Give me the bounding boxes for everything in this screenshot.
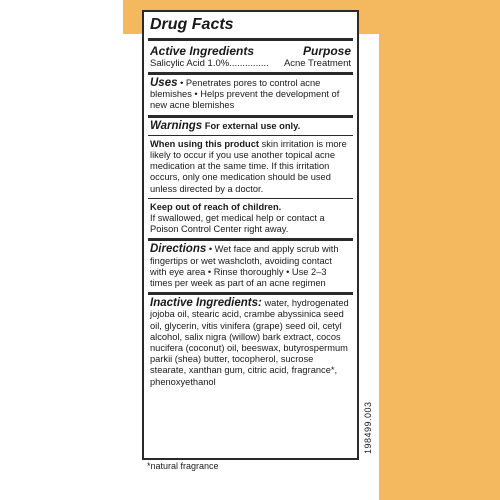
keep-out-section: [148, 199, 353, 242]
inactive-body: water, hydrogenated jojoba oil, stearic acid, crambe abyssinica seed oil, glycerin, vitis vinifera (grape) seed oil, cetyl alcohol, salix nigra (willow) bark extract, cocos nucifera (coconut) oil, beeswax, butyrospermum parkii (shea) butter, tocopherol, sucrose stearate, xanthan gum, citric acid, fragrance*, phenoxyethanol: [150, 298, 349, 387]
purpose-value: Acne Treatment: [283, 58, 351, 69]
background-left: [0, 0, 123, 500]
inactive-heading: Inactive Ingredients:: [150, 297, 262, 310]
directions-text: [150, 244, 351, 289]
warnings-header: [150, 121, 351, 132]
uses-heading: Uses: [150, 77, 178, 89]
directions-heading: Directions: [150, 243, 207, 256]
warnings-heading: Warnings: [150, 119, 203, 132]
active-ingredient-row: [150, 58, 351, 69]
background-right: [379, 0, 500, 500]
when-using-text: [150, 139, 351, 195]
when-using-bold: When using this product: [150, 138, 259, 149]
when-using-section: [148, 136, 353, 199]
keep-out-text: [150, 202, 351, 236]
directions-section: [148, 241, 353, 295]
when-using-body: skin irritation is more likely to occur if you use another topical acne medication at the same time. If this irritation occurs, only one medication should be used unless directed by a doctor.: [150, 138, 347, 194]
keep-out-bold: Keep out of reach of children.: [150, 201, 282, 212]
active-ingredients-section: [148, 41, 353, 75]
directions-body: • Wet face and apply scrub with fingertips or wet washcloth, avoiding contact with eye area • Rinse thoroughly • Use 2–3 times per week as part of an acne regimen: [150, 244, 339, 289]
keep-out-body: If swallowed, get medical help or contact a Poison Control Center right away.: [150, 213, 325, 235]
title-section: [148, 12, 353, 41]
lot-code: 198499.003: [363, 401, 373, 454]
background-bottom: [123, 470, 379, 500]
warnings-header-section: [148, 118, 353, 136]
warnings-lead: For external use only.: [204, 120, 301, 131]
active-ingredients-heading: Active Ingredients: [150, 44, 255, 58]
active-header-row: [150, 44, 351, 58]
footnote: *natural fragrance: [147, 461, 219, 471]
uses-section: [148, 75, 353, 118]
purpose-heading: Purpose: [302, 44, 351, 58]
inactive-text: [150, 298, 351, 388]
leader-dots: ...............: [229, 58, 269, 69]
uses-body: • Penetrates pores to control acne blemishes • Helps prevent the development of new acne blemishes: [150, 78, 340, 111]
uses-text: [150, 78, 351, 112]
drug-facts-panel: [142, 10, 359, 460]
active-ingredient: Salicylic Acid 1.0%: [150, 58, 230, 69]
panel-title: Drug Facts: [150, 16, 234, 33]
inactive-section: [148, 295, 353, 391]
